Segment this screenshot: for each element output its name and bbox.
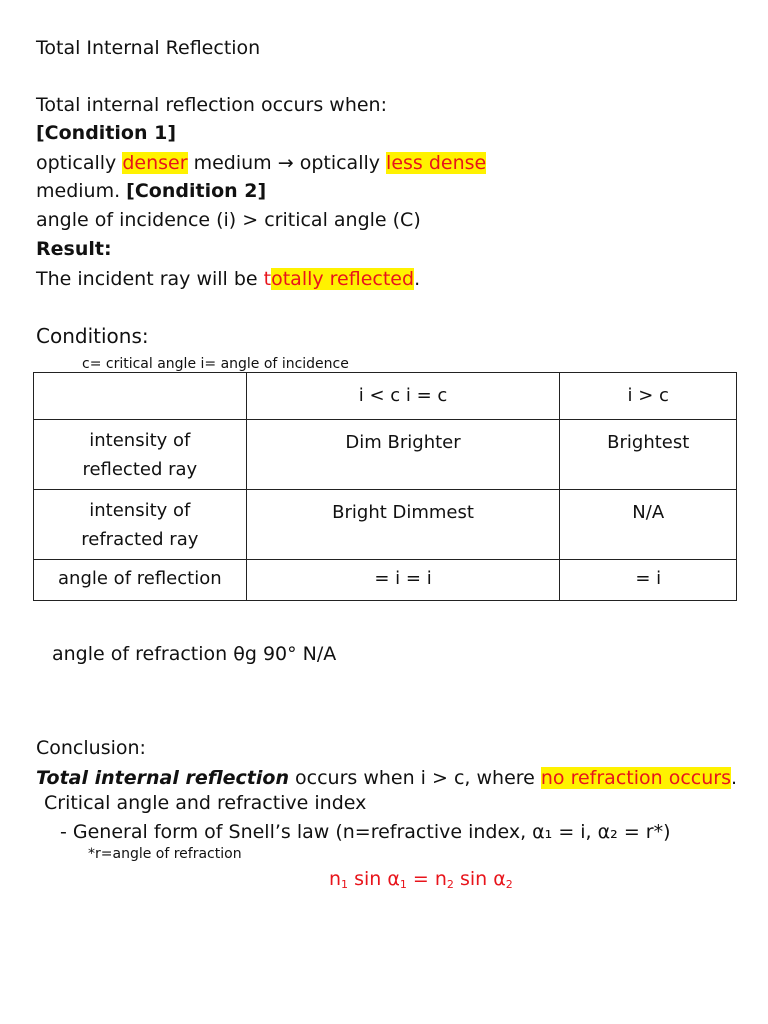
snell-formula: $n_1$ $\sin \alpha_1 = n_2$ $\sin \alpha_2$	[329, 868, 513, 891]
table-cell: N/A	[560, 490, 737, 560]
condition-2-text: angle of incidence (i) > critical angle (C)	[36, 209, 421, 231]
snell-law-line: - General form of Snell’s law (n=refractive index, α₁ = i, α₂ = r*)	[60, 821, 671, 843]
condition-2-label: medium. [Condition 2]	[36, 180, 267, 202]
table-cell: Brightest	[560, 420, 737, 490]
table-cell: i > c	[560, 373, 737, 420]
table-cell: i < c i = c	[246, 373, 560, 420]
table-row	[34, 420, 737, 490]
condition-1-text: optically denser medium → optically less dense	[36, 152, 487, 174]
conditions-table	[33, 372, 737, 601]
table-cell: Bright Dimmest	[246, 490, 560, 560]
conditions-heading: Conditions:	[36, 324, 149, 348]
refraction-line: angle of refraction θg 90° N/A	[52, 643, 337, 665]
table-cell: = i = i	[246, 560, 560, 601]
result-label: Result:	[36, 238, 112, 260]
table-header-row	[34, 373, 737, 420]
conclusion-text: Total internal reflection occurs when i > c, where no refraction occurs.	[36, 767, 738, 789]
table-row	[34, 560, 737, 601]
result-text: The incident ray will be totally reflected.	[36, 268, 421, 290]
table-cell: intensity of refracted ray	[34, 490, 247, 560]
conclusion-heading: Conclusion:	[36, 737, 146, 759]
highlight-less-dense: less dense	[386, 152, 487, 174]
intro-text: Total internal reflection occurs when:	[36, 94, 387, 116]
table-cell: angle of reflection	[34, 560, 247, 601]
highlight-no-refraction: no refraction occurs	[540, 767, 731, 789]
table-cell: intensity of reflected ray	[34, 420, 247, 490]
condition-1-label: [Condition 1]	[36, 122, 177, 144]
legend-note: c= critical angle i= angle of incidence	[82, 356, 349, 372]
table-cell: = i	[560, 560, 737, 601]
table-cell	[34, 373, 247, 420]
table-row	[34, 490, 737, 560]
critical-angle-heading: Critical angle and refractive index	[44, 792, 367, 814]
footnote: *r=angle of refraction	[88, 846, 242, 862]
page-title: Total Internal Reflection	[36, 37, 261, 59]
highlight-totally-reflected: otally reflected	[271, 268, 415, 290]
table-cell: Dim Brighter	[246, 420, 560, 490]
highlight-denser: denser	[122, 152, 188, 174]
